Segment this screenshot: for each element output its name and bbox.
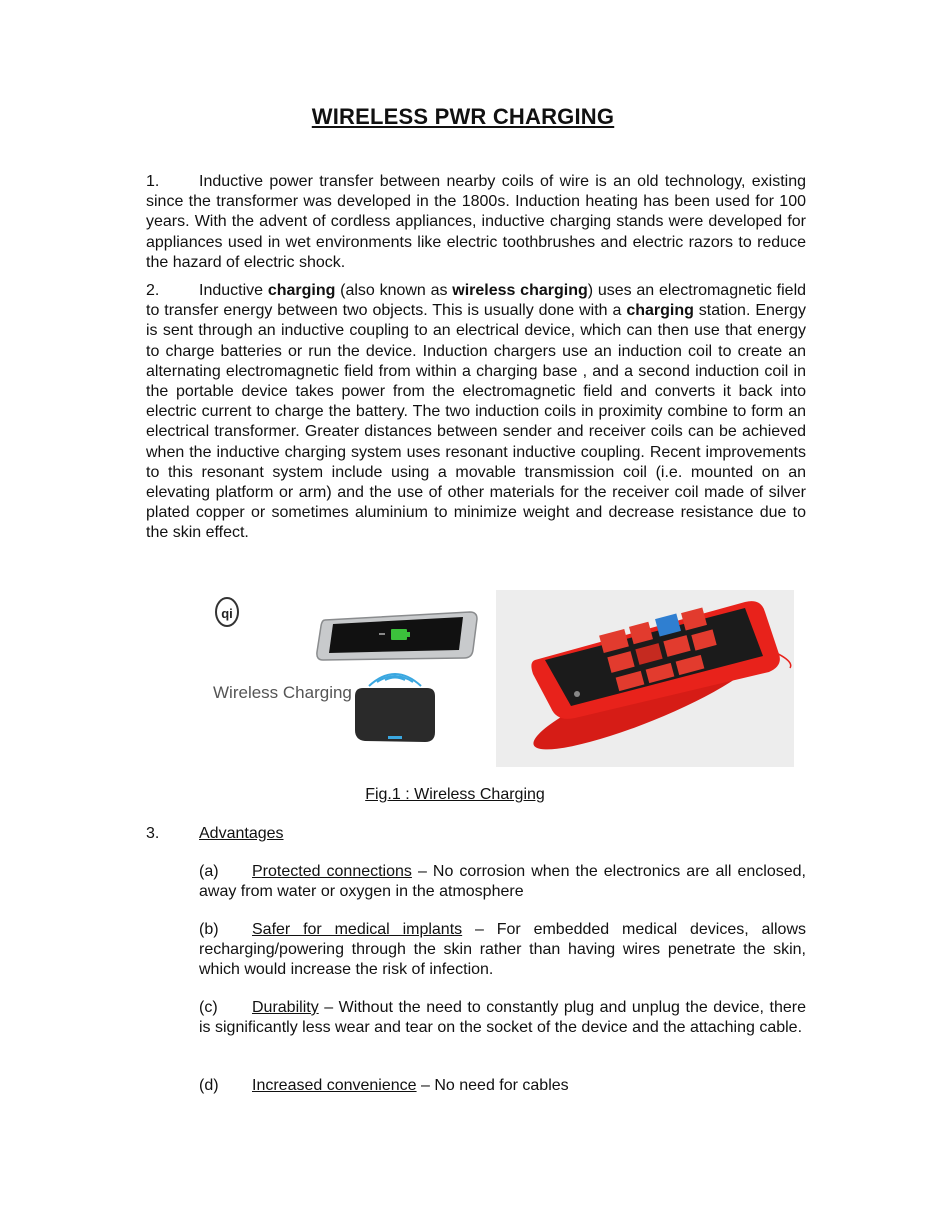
charging-pad-image	[355, 688, 435, 742]
advantage-label: (c)	[199, 999, 218, 1016]
advantage-d	[199, 1076, 806, 1096]
paragraph-text: (also known as	[335, 282, 453, 299]
section-number: 3.	[146, 825, 160, 842]
advantage-label: (a)	[199, 863, 219, 880]
bold-term: wireless charging	[452, 282, 588, 299]
advantage-c	[199, 998, 806, 1038]
advantage-text: – For embedded medical devices, allows recharging/powering through the skin rather than having wires penetrate the skin, which would increase the risk of infection.	[199, 921, 806, 979]
section-3-heading	[146, 824, 284, 844]
bold-term: charging	[267, 282, 336, 299]
advantage-text: – No corrosion when the electronics are all enclosed, away from water or oxygen in the atmosphere	[199, 863, 806, 901]
advantage-title: Increased convenience	[252, 1077, 417, 1094]
advantage-title: Safer for medical implants	[252, 921, 463, 938]
paragraph-number: 1.	[146, 173, 160, 190]
paragraph-text: ) uses an electromagnetic field to transfer energy between two objects. This is usually done with a	[146, 282, 807, 320]
advantage-label: (b)	[199, 921, 219, 938]
paragraph-number: 2.	[146, 282, 160, 299]
bold-term: charging	[626, 302, 694, 320]
advantage-title: Protected connections	[252, 863, 412, 880]
paragraph-text: Inductive power transfer between nearby coils of wire is an old technology, existing since the transformer was developed in the 1800s. Induction heating has been used for 100 years. With the advent of cordless appliances, inductive charging stands were developed for appliances used in wet environments like electric toothbrushes and electric razors to reduce the hazard of electric shock.	[146, 173, 806, 271]
paragraph-text: station. Energy is sent through an inductive coupling to an electrical device, which can then use that energy to charge batteries or run the device. Induction chargers use an induction coil to create an alternating electromagnetic field from within a charging base , and a second induction coil in the portable device takes power from the electromagnetic field and converts it back into electric current to charge the battery. The two induction coils in proximity combine to form an electrical transformer. Greater distances between sender and receiver coils can be achieved when the inductive charging system uses resonant inductive coupling. Recent improvements to this resonant system include using a movable transmission coil (i.e. mounted on an elevating platform or arm) and the use of other materials for the receiver coil made of silver plated copper or sometimes aluminium to minimize weight and decrease resistance due to the skin effect.	[146, 302, 807, 542]
advantage-a	[199, 862, 806, 902]
figure-wireless-charging	[205, 590, 795, 770]
wireless-waves-icon	[369, 674, 421, 686]
advantage-label: (d)	[199, 1077, 219, 1094]
svg-text:qi: qi	[221, 606, 233, 621]
advantage-text: – Without the need to constantly plug and unplug the device, there is significantly less wear and tear on the socket of the device and the attaching cable.	[199, 999, 806, 1037]
document-title: WIRELESS PWR CHARGING	[311, 104, 615, 129]
advantage-text: – No need for cables	[416, 1077, 569, 1094]
advantage-b	[199, 920, 806, 981]
figure-caption: Fig.1 : Wireless Charging	[365, 786, 545, 803]
advantage-title: Durability	[252, 999, 319, 1016]
paragraph-text: Inductive	[199, 282, 268, 299]
qi-logo-icon	[216, 598, 238, 626]
section-title: Advantages	[199, 825, 284, 842]
paragraph-2	[146, 281, 806, 544]
paragraph-1	[146, 172, 806, 273]
figure-label-wireless-charging: Wireless Charging	[213, 683, 352, 702]
phone-charging-image	[317, 612, 477, 660]
